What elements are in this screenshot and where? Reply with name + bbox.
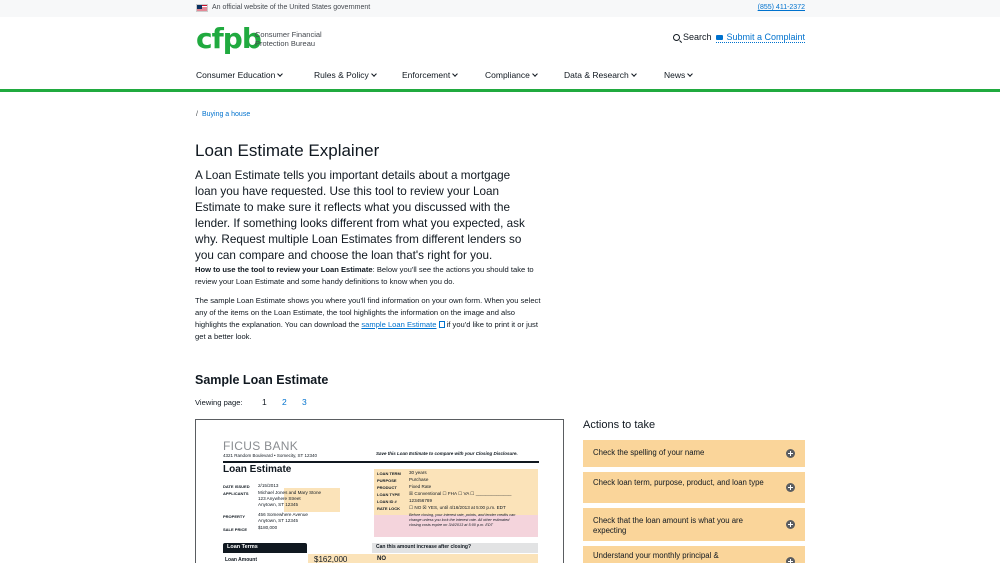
nav-consumer-education[interactable]: [196, 70, 282, 80]
form-title: Loan Estimate: [223, 464, 292, 475]
page-title: Loan Estimate Explainer: [195, 141, 380, 160]
date-issued: 2/15/2013: [258, 483, 279, 488]
search-label: Search: [683, 32, 712, 42]
date-issued-label: DATE ISSUED: [223, 484, 250, 489]
action-check-loan-amount[interactable]: [583, 508, 805, 541]
phone-link[interactable]: (855) 411-2372: [757, 4, 805, 11]
viewing-page-label: Viewing page:: [195, 398, 243, 407]
breadcrumb: [196, 111, 250, 118]
loan-amount-label: Loan Amount: [225, 557, 258, 563]
bank-address: 4321 Random Boulevard • Somecity, ST 12340: [223, 453, 317, 458]
sample-text-2: if you'd like to print it or just get a better look.: [195, 320, 538, 341]
save-note: Save this Loan Estimate to compare with your Closing Disclosure.: [376, 451, 518, 456]
nav-enforcement[interactable]: [402, 70, 457, 80]
question-header: Can this amount increase after closing?: [376, 544, 472, 550]
main-nav: [196, 70, 896, 84]
rate-lock-label: RATE LOCK: [377, 506, 401, 511]
us-flag-icon: [196, 4, 208, 12]
property-line: 456 Somewhere Avenue: [258, 512, 308, 517]
loan-amount-answer-highlight[interactable]: [372, 554, 538, 563]
action-understand-principal[interactable]: [583, 546, 805, 563]
chevron-down-icon: [687, 71, 693, 77]
product: Fixed Rate: [409, 484, 432, 489]
actions-title: Actions to take: [583, 419, 656, 431]
nav-data-research[interactable]: [564, 70, 636, 80]
loan-id: 123456789: [409, 498, 432, 503]
bank-name: FICUS BANK: [223, 439, 299, 453]
rate-lock-note: change unless you lock the interest rate. All other estimated: [409, 518, 510, 522]
breadcrumb-link[interactable]: Buying a house: [201, 111, 251, 118]
purpose-label: PURPOSE: [377, 478, 397, 483]
rate-lock-note: Before closing, your interest rate, points, and lender credits can: [409, 513, 516, 517]
complaint-label: Submit a Complaint: [726, 32, 805, 42]
howto-paragraph: [195, 264, 545, 288]
cfpb-logo[interactable]: cfpb: [196, 22, 261, 55]
action-label: Check that the loan amount is what you are expecting: [593, 516, 743, 535]
applicant-line: Anytown, ST 12345: [258, 502, 299, 507]
search-button[interactable]: [673, 32, 712, 42]
nav-label: News: [664, 70, 686, 80]
loan-term-label: LOAN TERM: [377, 471, 401, 476]
loan-amount: $162,000: [314, 555, 348, 563]
action-check-name[interactable]: [583, 440, 805, 467]
nav-label: Consumer Education: [196, 70, 276, 80]
page-1-button[interactable]: 1: [262, 397, 267, 407]
chevron-down-icon: [371, 71, 377, 77]
sample-text-1: The sample Loan Estimate shows you where you'll find information on your own form. When you select any of the items on the Loan Estimate, the tool highlights the information on the image and also highlights the explanation. You can download the: [195, 296, 541, 329]
lead-paragraph: A Loan Estimate tells you important details about a mortgage loan you have requested. Use this tool to review your Loan Estimate to make sure it reflects what you discussed with the lender. If something looks different from what you expected, ask why. Request multiple Loan Estimates from different lenders so you can compare and choose the loan that's right for you.: [195, 169, 525, 262]
complaint-icon: [716, 35, 723, 40]
property-line: Anytown, ST 12345: [258, 518, 299, 523]
nav-label: Rules & Policy: [314, 70, 369, 80]
gov-banner: [0, 0, 1000, 17]
gov-banner-text: An official website of the United States government: [212, 4, 371, 11]
nav-rules-policy[interactable]: [314, 70, 376, 80]
expand-plus-icon: [786, 449, 795, 458]
nav-news[interactable]: [664, 70, 692, 80]
applicant-line: 123 Anywhere Street: [258, 496, 301, 501]
search-icon: [673, 34, 680, 41]
nav-label: Enforcement: [402, 70, 451, 80]
submit-complaint-link[interactable]: [716, 32, 805, 43]
expand-plus-icon: [786, 483, 795, 492]
product-label: PRODUCT: [377, 485, 397, 490]
applicants-label: APPLICANTS: [223, 491, 249, 496]
sample-paragraph: [195, 295, 545, 343]
action-label: Check loan term, purpose, product, and loan type: [593, 478, 764, 487]
howto-bold: How to use the tool to review your Loan Estimate: [195, 265, 373, 274]
logo-text[interactable]: Consumer Financial Protection Bureau: [255, 30, 322, 48]
chevron-down-icon: [532, 71, 538, 77]
form-rule: [223, 461, 539, 463]
nav-label: Data & Research: [564, 70, 629, 80]
loan-amount-answer: NO: [377, 556, 386, 562]
page-3-button[interactable]: 3: [302, 397, 307, 407]
expand-plus-icon: [786, 557, 795, 563]
loan-term: 30 years: [409, 470, 427, 475]
header-divider: [0, 89, 1000, 92]
nav-label: Compliance: [485, 70, 530, 80]
section-title: Sample Loan Estimate: [195, 373, 329, 387]
chevron-down-icon: [631, 71, 637, 77]
property-label: PROPERTY: [223, 514, 246, 519]
rate-lock: ☐ NO ☒ YES, until 4/16/2013 at 5:00 p.m. EDT: [409, 505, 506, 510]
nav-compliance[interactable]: [485, 70, 537, 80]
loan-type-label: LOAN TYPE: [377, 492, 400, 497]
purpose: Purchase: [409, 477, 429, 482]
rate-lock-note: closing costs expire on 3/4/2013 at 5:00 p.m. EDT: [409, 523, 493, 527]
sample-loan-estimate-link[interactable]: sample Loan Estimate: [361, 320, 437, 329]
breadcrumb-separator: /: [196, 111, 198, 118]
chevron-down-icon: [452, 71, 458, 77]
page-2-button[interactable]: 2: [282, 397, 287, 407]
action-check-loan-term[interactable]: [583, 472, 805, 503]
loan-type: ☒ Conventional ☐ FHA ☐ VA ☐ ______________: [409, 491, 512, 496]
action-label: Understand your monthly principal &: [593, 551, 719, 560]
expand-plus-icon: [786, 520, 795, 529]
loan-id-label: LOAN ID #: [377, 499, 397, 504]
loan-terms-header: Loan Terms: [227, 544, 258, 550]
applicant-line: Michael Jones and Mary Stone: [258, 490, 322, 495]
chevron-down-icon: [278, 71, 284, 77]
sale-price: $180,000: [258, 525, 278, 530]
action-label: Check the spelling of your name: [593, 448, 705, 457]
loan-estimate-image: [195, 419, 564, 563]
sale-price-label: SALE PRICE: [223, 527, 248, 532]
howto-text: : Below you'll see the actions you should take to review your Loan Estimate and some handy definitions to know when you do.: [195, 265, 534, 286]
